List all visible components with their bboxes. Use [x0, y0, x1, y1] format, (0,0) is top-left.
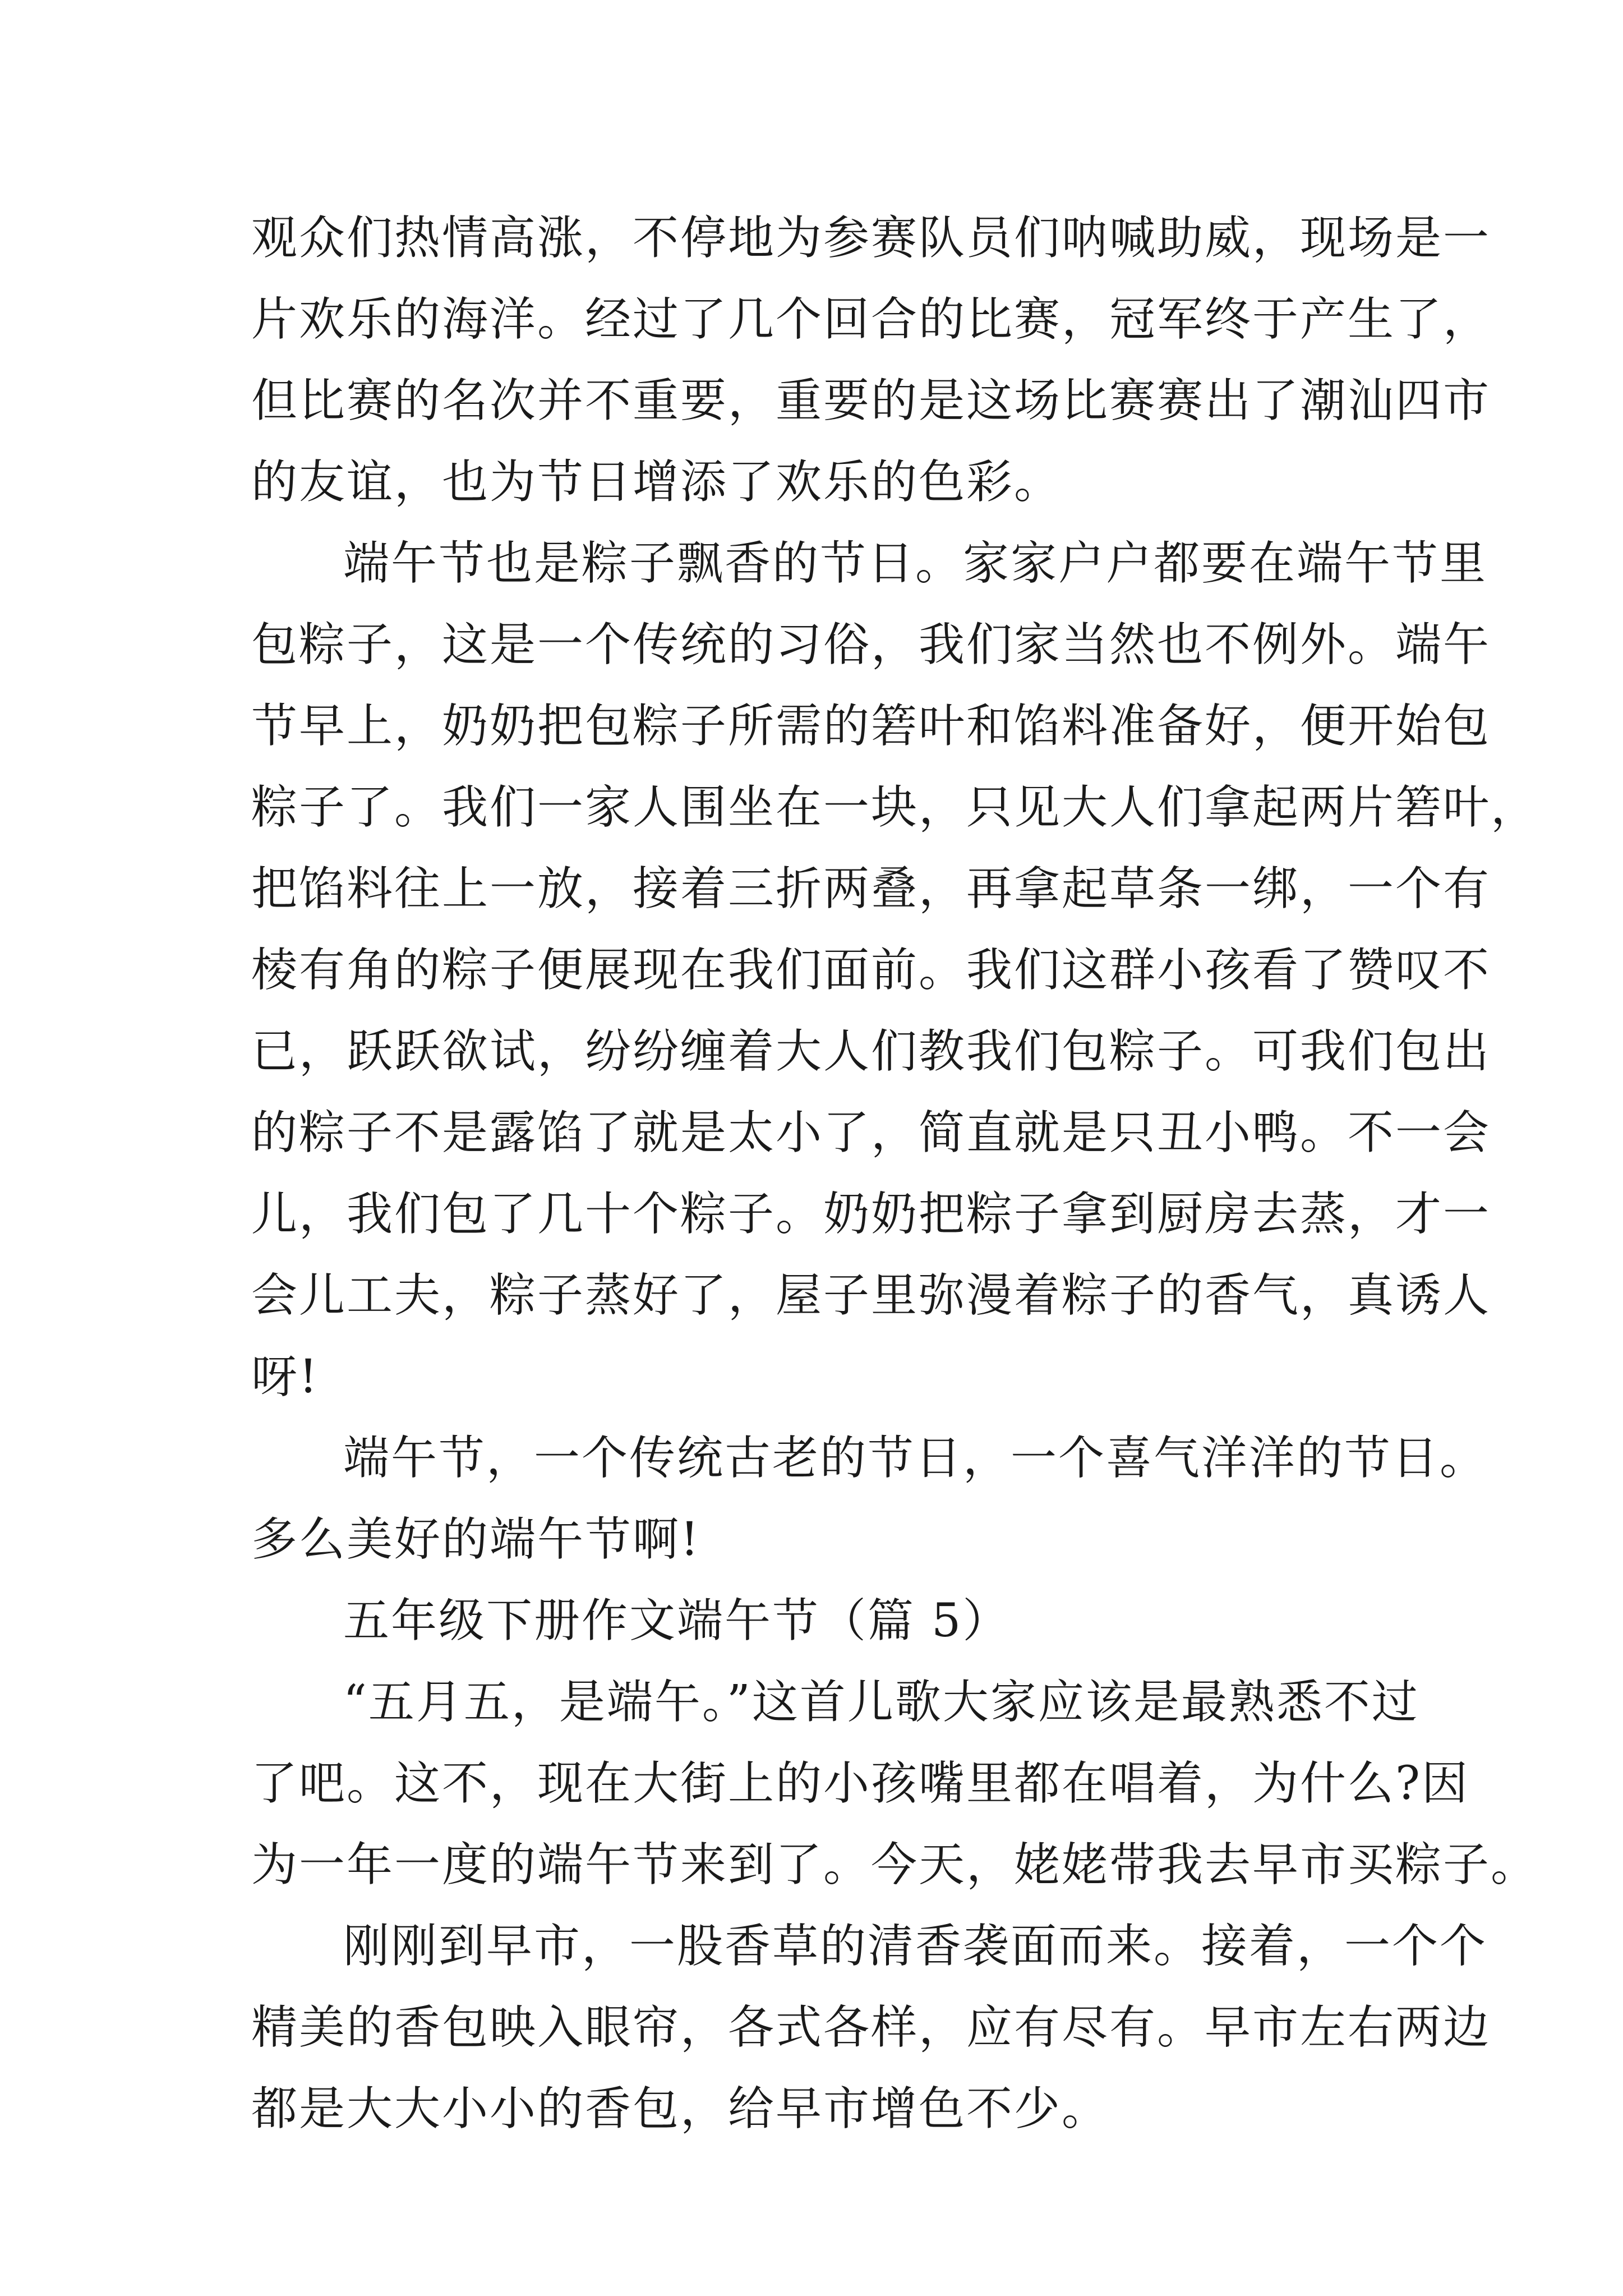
text-line: 的友谊，也为节日增添了欢乐的色彩。: [251, 455, 1062, 509]
text-line: 包粽子，这是一个传统的习俗，我们家当然也不例外。端午: [251, 618, 1491, 671]
text-line: 已，跃跃欲试，纷纷缠着大人们教我们包粽子。可我们包出: [251, 1025, 1491, 1078]
text-line: 棱有角的粽子便展现在我们面前。我们这群小孩看了赞叹不: [251, 944, 1491, 997]
text-line: 节早上，奶奶把包粽子所需的箬叶和馅料准备好，便开始包: [251, 700, 1491, 753]
text-line: 粽子了。我们一家人围坐在一块，只见大人们拿起两片箬叶，: [251, 781, 1539, 834]
text-line: 儿，我们包了几十个粽子。奶奶把粽子拿到厨房去蒸，才一: [251, 1188, 1491, 1241]
text-line: 会儿工夫，粽子蒸好了，屋子里弥漫着粽子的香气，真诱人: [251, 1269, 1491, 1322]
text-line: 但比赛的名次并不重要，重要的是这场比赛赛出了潮汕四市: [251, 374, 1491, 427]
text-line: 了吧。这不，现在大街上的小孩嘴里都在唱着，为什么?因: [251, 1757, 1469, 1810]
text-line: 刚刚到早市，一股香草的清香袭面而来。接着，一个个: [343, 1920, 1488, 1973]
text-line: 呀!: [251, 1350, 319, 1404]
text-line: 的粽子不是露馅了就是太小了，简直就是只丑小鸭。不一会: [251, 1106, 1491, 1159]
section-heading: 五年级下册作文端午节（篇 5）: [343, 1594, 1011, 1648]
text-line: 精美的香包映入眼帘，各式各样，应有尽有。早市左右两边: [251, 2001, 1491, 2054]
document-body: [251, 197, 1539, 2150]
text-line: 端午节也是粽子飘香的节日。家家户户都要在端午节里: [343, 537, 1488, 590]
text-line: 把馅料往上一放，接着三折两叠，再拿起草条一绑，一个有: [251, 862, 1491, 915]
text-line: 都是大大小小的香包，给早市增色不少。: [251, 2082, 1110, 2136]
text-line: 片欢乐的海洋。经过了几个回合的比赛，冠军终于产生了，: [251, 293, 1491, 346]
text-line: 为一年一度的端午节来到了。今天，姥姥带我去早市买粽子。: [251, 1838, 1539, 1892]
text-line: 多么美好的端午节啊!: [251, 1513, 700, 1566]
text-line: 观众们热情高涨，不停地为参赛队员们呐喊助威，现场是一: [251, 211, 1491, 265]
text-line: 端午节，一个传统古老的节日，一个喜气洋洋的节日。: [343, 1432, 1488, 1485]
text-line: “五月五，是端午。”这首儿歌大家应该是最熟悉不过: [343, 1676, 1419, 1729]
